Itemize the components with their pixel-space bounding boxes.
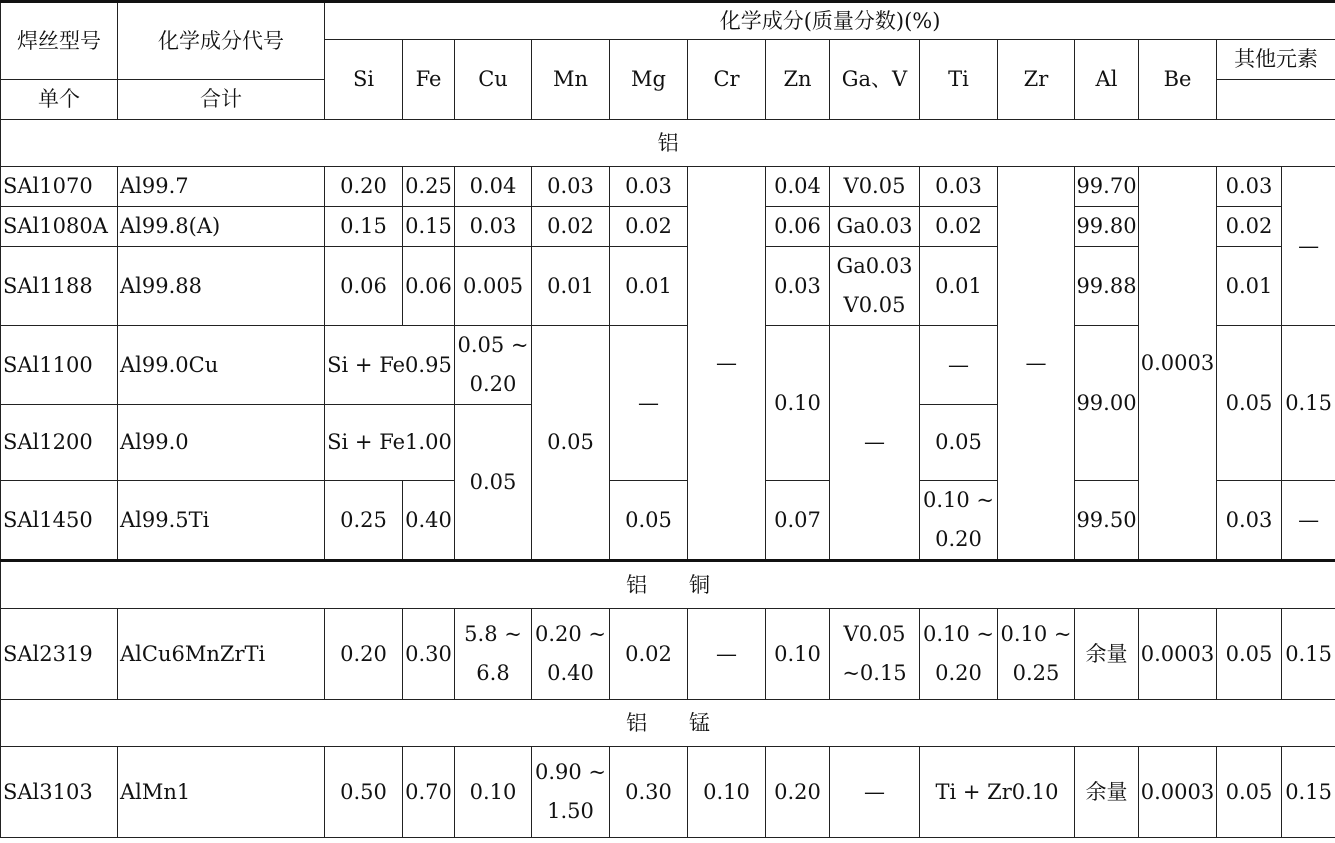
cell-cu: 0.005 (455, 247, 532, 326)
cell-al: 99.80 (1075, 207, 1139, 247)
cell-zn: 0.04 (766, 167, 830, 207)
model-sal2319: SAl2319 (1, 609, 118, 700)
cell-total: 0.15 (1282, 609, 1335, 700)
cu-range-end: 6.8 (476, 661, 510, 685)
cell-al: 99.70 (1075, 167, 1139, 207)
cell-zr (998, 609, 1075, 700)
cell-total-merged: 0.15 (1282, 326, 1335, 481)
cell-ga-v (830, 609, 920, 700)
header-zr: Zr (998, 40, 1075, 120)
cell-ti: 0.02 (920, 207, 998, 247)
header-zn: Zn (766, 40, 830, 120)
zr-range-start: 0.10 ~ (1000, 622, 1072, 646)
cell-mn-merged: 0.05 (532, 326, 610, 561)
cell-ti: 0.03 (920, 167, 998, 207)
cell-zn: 0.20 (766, 747, 830, 838)
mn-range-start: 0.90 ~ (534, 760, 607, 784)
cell-fe: 0.70 (403, 747, 455, 838)
cell-mg: 0.03 (610, 167, 688, 207)
ti-range-start: 0.10 ~ (922, 488, 995, 512)
cell-total: 0.15 (1282, 747, 1335, 838)
cell-cu (455, 326, 532, 405)
cell-mn: 0.02 (532, 207, 610, 247)
cell-mg: 0.05 (610, 481, 688, 561)
cell-total: — (1282, 481, 1335, 561)
cell-mg: 0.01 (610, 247, 688, 326)
code-sal1200: Al99.0 (118, 405, 325, 481)
ti-range-start: 0.10 ~ (922, 622, 995, 646)
cell-mn: 0.03 (532, 167, 610, 207)
cell-cr: 0.10 (688, 747, 766, 838)
cell-mn: 0.01 (532, 247, 610, 326)
cell-fe: 0.30 (403, 609, 455, 700)
cell-ga-v: — (830, 747, 920, 838)
cell-al: 余量 (1075, 609, 1139, 700)
model-sal1070: SAl1070 (1, 167, 118, 207)
cell-zn: 0.10 (766, 609, 830, 700)
cell-cr: — (688, 609, 766, 700)
cell-mn (532, 609, 610, 700)
ti-range-end: 0.20 (935, 661, 982, 685)
cell-single: 0.03 (1217, 167, 1282, 207)
model-sal3103: SAl3103 (1, 747, 118, 838)
cell-al: 余量 (1075, 747, 1139, 838)
code-sal1080a: Al99.8(A) (118, 207, 325, 247)
cell-mn (532, 747, 610, 838)
cell-al: 99.88 (1075, 247, 1139, 326)
cell-single: 0.05 (1217, 747, 1282, 838)
ga-value: Ga0.03 (836, 254, 913, 278)
header-chem-code: 化学成分代号 (118, 2, 325, 80)
cell-si: 0.20 (325, 167, 403, 207)
header-be: Be (1139, 40, 1217, 120)
cell-al: 99.50 (1075, 481, 1139, 561)
cell-single-merged: 0.05 (1217, 326, 1282, 481)
cell-ti: — (920, 326, 998, 405)
cell-ti (920, 609, 998, 700)
header-single: 单个 (1, 80, 118, 120)
mn-range-end: 1.50 (547, 799, 594, 823)
cell-si: 0.06 (325, 247, 403, 326)
cell-ti-zr: Ti + Zr0.10 (920, 747, 1075, 838)
header-cu: Cu (455, 40, 532, 120)
cell-ti: 0.01 (920, 247, 998, 326)
cell-be: 0.0003 (1139, 747, 1217, 838)
cu-range-end: 0.20 (469, 372, 517, 396)
cell-single: 0.03 (1217, 481, 1282, 561)
cell-ga-v (830, 247, 920, 326)
header-ti: Ti (920, 40, 998, 120)
cell-fe: 0.25 (403, 167, 455, 207)
cell-total-merged-top: — (1282, 167, 1335, 326)
model-sal1080a: SAl1080A (1, 207, 118, 247)
cell-si: 0.20 (325, 609, 403, 700)
code-sal3103: AlMn1 (118, 747, 325, 838)
header-si: Si (325, 40, 403, 120)
code-sal1100: Al99.0Cu (118, 326, 325, 405)
header-fe: Fe (403, 40, 455, 120)
cell-cu: 0.03 (455, 207, 532, 247)
cell-cr-merged: — (688, 167, 766, 561)
cell-si: 0.25 (325, 481, 403, 561)
zr-range-end: 0.25 (1012, 661, 1060, 685)
cell-zn-merged: 0.10 (766, 326, 830, 481)
cu-range-start: 5.8 ~ (464, 622, 522, 646)
model-sal1200: SAl1200 (1, 405, 118, 481)
cell-ti (920, 481, 998, 561)
header-wire-model: 焊丝型号 (1, 2, 118, 80)
section-al-mn: 铝 锰 (1, 700, 1335, 747)
cell-cu-merged: 0.05 (455, 405, 532, 561)
cell-zn: 0.06 (766, 207, 830, 247)
cell-si-fe: Si + Fe0.95 (325, 326, 455, 405)
header-composition-title: 化学成分(质量分数)(%) (325, 2, 1335, 40)
cell-zr-merged: — (998, 167, 1075, 561)
cell-si-fe: Si + Fe1.00 (325, 405, 455, 481)
cell-ti: 0.05 (920, 405, 998, 481)
cell-mg: 0.30 (610, 747, 688, 838)
cell-mg-merged: — (610, 326, 688, 481)
v-range-end: ~0.15 (842, 661, 907, 685)
cell-mg: 0.02 (610, 609, 688, 700)
cell-fe: 0.15 (403, 207, 455, 247)
cell-si: 0.15 (325, 207, 403, 247)
header-other-elements: 其他元素 (1217, 40, 1335, 80)
code-sal1188: Al99.88 (118, 247, 325, 326)
header-mn: Mn (532, 40, 610, 120)
v-range-start: V0.05 (843, 622, 906, 646)
cell-fe: 0.06 (403, 247, 455, 326)
cell-cu (455, 609, 532, 700)
cell-ga-v: Ga0.03 (830, 207, 920, 247)
mn-range-start: 0.20 ~ (534, 622, 607, 646)
cell-mg: 0.02 (610, 207, 688, 247)
cell-fe: 0.40 (403, 481, 455, 561)
header-mg: Mg (610, 40, 688, 120)
cell-cu: 0.10 (455, 747, 532, 838)
cell-si: 0.50 (325, 747, 403, 838)
cell-al-merged: 99.00 (1075, 326, 1139, 481)
section-al-cu: 铝 铜 (1, 561, 1335, 609)
header-al: Al (1075, 40, 1139, 120)
cell-ga-v-merged: — (830, 326, 920, 561)
cu-range-start: 0.05 ~ (457, 333, 529, 357)
cell-zn: 0.03 (766, 247, 830, 326)
code-sal2319: AlCu6MnZrTi (118, 609, 325, 700)
cell-be-merged: 0.0003 (1139, 167, 1217, 561)
cell-zn: 0.07 (766, 481, 830, 561)
cell-ga-v: V0.05 (830, 167, 920, 207)
mn-range-end: 0.40 (547, 661, 594, 685)
model-sal1450: SAl1450 (1, 481, 118, 561)
cell-cu: 0.04 (455, 167, 532, 207)
cell-single: 0.02 (1217, 207, 1282, 247)
model-sal1188: SAl1188 (1, 247, 118, 326)
cell-be: 0.0003 (1139, 609, 1217, 700)
cell-single: 0.01 (1217, 247, 1282, 326)
code-sal1070: Al99.7 (118, 167, 325, 207)
section-aluminum: 铝 (1, 120, 1335, 167)
header-ga-v: Ga、V (830, 40, 920, 120)
header-total: 合计 (118, 80, 325, 120)
model-sal1100: SAl1100 (1, 326, 118, 405)
code-sal1450: Al99.5Ti (118, 481, 325, 561)
ti-range-end: 0.20 (935, 527, 982, 551)
header-cr: Cr (688, 40, 766, 120)
cell-single: 0.05 (1217, 609, 1282, 700)
v-value: V0.05 (843, 293, 906, 317)
